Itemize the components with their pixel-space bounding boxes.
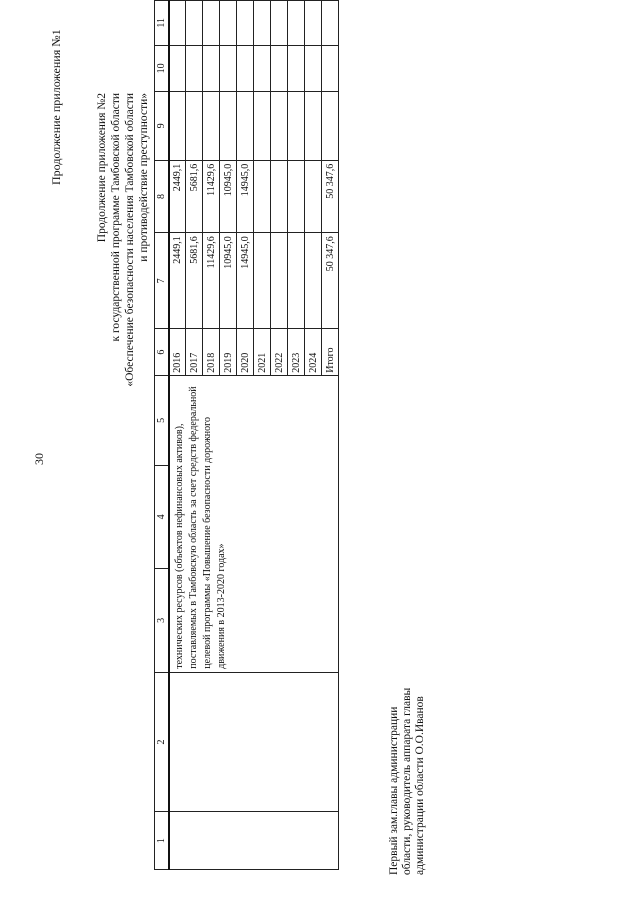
continuation-label: Продолжение приложения №1	[49, 29, 63, 185]
signature-line: области, руководитель аппарата главы	[401, 687, 413, 875]
value-cell-col7	[288, 233, 305, 329]
value-cell-col8	[271, 160, 288, 233]
value-cell-col8: 5681,6	[186, 160, 203, 233]
value-cell-col9	[220, 92, 237, 161]
header-row	[155, 1, 169, 870]
table-row	[169, 1, 186, 870]
value-cell-col10	[305, 45, 322, 91]
value-cell-col9	[203, 92, 220, 161]
value-cell-col8: 14945,0	[237, 160, 254, 233]
column-header: 5	[155, 375, 169, 465]
value-cell-col7: 10945,0	[220, 233, 237, 329]
year-cell: 2017	[186, 329, 203, 375]
value-cell-col9	[169, 92, 186, 161]
value-cell-col8	[254, 160, 271, 233]
value-cell-col10	[169, 45, 186, 91]
subtitle-line: «Обеспечение безопасности населения Тамбовской области	[124, 93, 136, 387]
value-cell-col7: 11429,6	[203, 233, 220, 329]
year-cell: 2018	[203, 329, 220, 375]
subtitle-line: и противодействие преступности»	[138, 93, 150, 262]
value-cell-col7: 50 347,6	[322, 233, 339, 329]
value-cell-col10	[220, 45, 237, 91]
value-cell-col7: 2449,1	[169, 233, 186, 329]
value-cell-col10	[203, 45, 220, 91]
signature-block	[388, 688, 427, 875]
year-cell: 2019	[220, 329, 237, 375]
value-cell-col11	[186, 1, 203, 46]
column-header: 11	[155, 1, 169, 46]
value-cell-col11	[288, 1, 305, 46]
value-cell-col11	[220, 1, 237, 46]
value-cell-col9	[271, 92, 288, 161]
value-cell-col8: 11429,6	[203, 160, 220, 233]
value-cell-col8	[305, 160, 322, 233]
value-cell-col11	[169, 1, 186, 46]
cell-col1	[169, 812, 339, 870]
column-header: 2	[155, 672, 169, 811]
value-cell-col10	[254, 45, 271, 91]
value-cell-col8: 10945,0	[220, 160, 237, 233]
value-cell-col9	[237, 92, 254, 161]
value-cell-col7: 14945,0	[237, 233, 254, 329]
year-cell: 2023	[288, 329, 305, 375]
column-header: 4	[155, 465, 169, 568]
value-cell-col10	[271, 45, 288, 91]
column-header: 10	[155, 45, 169, 91]
value-cell-col7	[254, 233, 271, 329]
value-cell-col11	[237, 1, 254, 46]
value-cell-col9	[254, 92, 271, 161]
description-cell: технических ресурсов (объектов нефинансовых активов), поставляемых в Тамбовскую область за счет средств федеральной целевой программы «Повышение безопасности дорожного движения в 2013-2020 годах»	[169, 375, 339, 672]
value-cell-col10	[237, 45, 254, 91]
data-table	[154, 0, 339, 870]
value-cell-col7: 5681,6	[186, 233, 203, 329]
value-cell-col8	[288, 160, 305, 233]
signature-line: Первый зам.главы администрации	[388, 706, 400, 875]
value-cell-col8: 50 347,6	[322, 160, 339, 233]
value-cell-col11	[271, 1, 288, 46]
value-cell-col9	[186, 92, 203, 161]
appendix-subtitle	[95, 93, 151, 423]
value-cell-col9	[322, 92, 339, 161]
year-cell: 2024	[305, 329, 322, 375]
value-cell-col11	[305, 1, 322, 46]
signature-line: администрации области О.О.Иванов	[414, 696, 426, 875]
year-cell: 2021	[254, 329, 271, 375]
column-header: 3	[155, 568, 169, 672]
page-number: 30	[32, 453, 46, 465]
value-cell-col11	[254, 1, 271, 46]
value-cell-col7	[305, 233, 322, 329]
value-cell-col9	[305, 92, 322, 161]
year-cell: 2022	[271, 329, 288, 375]
value-cell-col10	[322, 45, 339, 91]
column-header: 8	[155, 160, 169, 233]
value-cell-col9	[288, 92, 305, 161]
cell-col2	[169, 672, 339, 811]
value-cell-col8: 2449,1	[169, 160, 186, 233]
subtitle-line: Продолжение приложения №2	[96, 93, 108, 243]
year-cell: Итого	[322, 329, 339, 375]
column-header: 9	[155, 92, 169, 161]
year-cell: 2020	[237, 329, 254, 375]
column-header: 6	[155, 329, 169, 375]
subtitle-line: к государственной программе Тамбовской области	[110, 93, 122, 342]
value-cell-col7	[271, 233, 288, 329]
value-cell-col10	[288, 45, 305, 91]
column-header: 1	[155, 812, 169, 870]
year-cell: 2016	[169, 329, 186, 375]
value-cell-col10	[186, 45, 203, 91]
value-cell-col11	[203, 1, 220, 46]
value-cell-col11	[322, 1, 339, 46]
column-header: 7	[155, 233, 169, 329]
